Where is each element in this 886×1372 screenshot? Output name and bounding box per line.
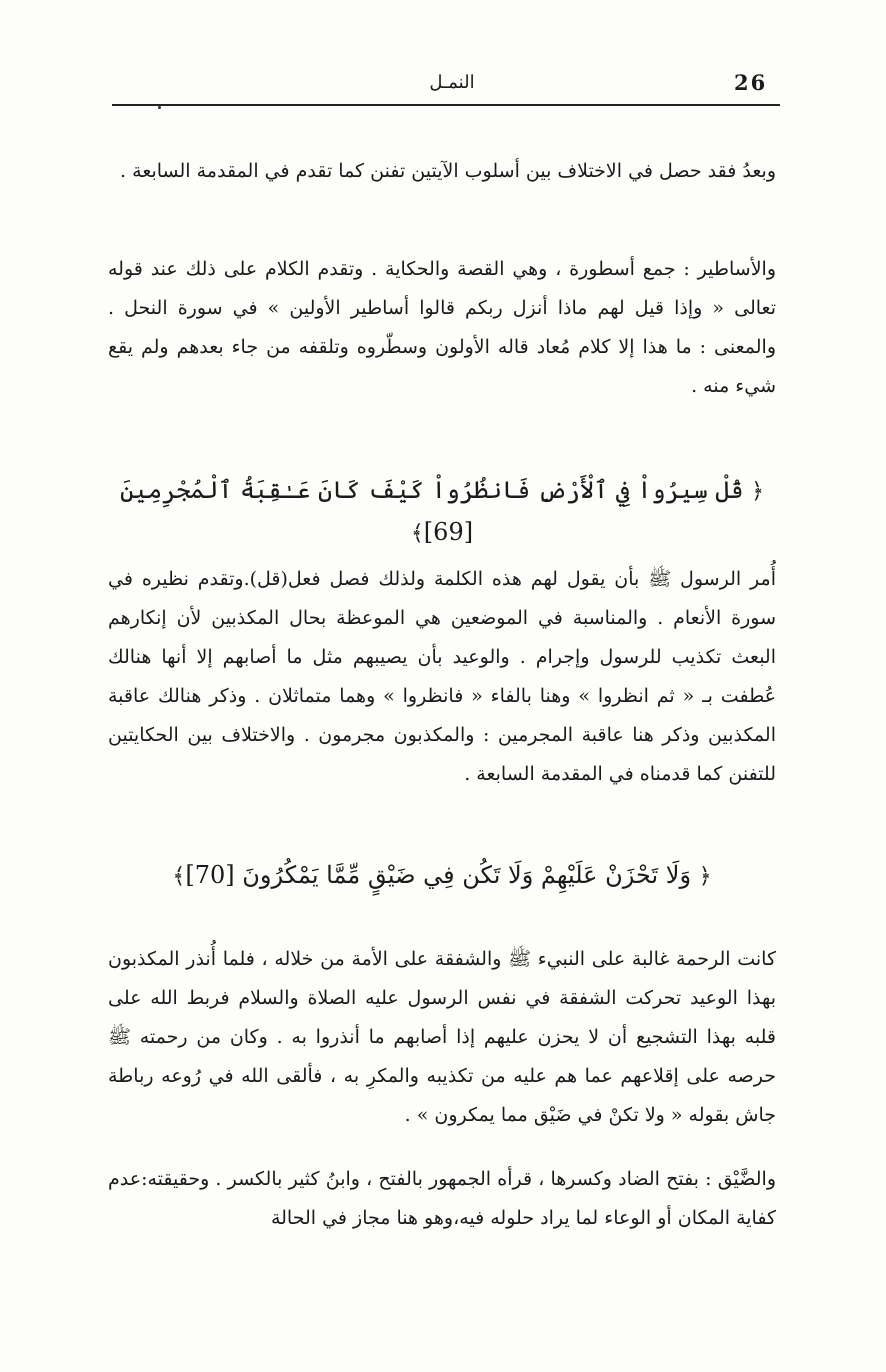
- verse-text: وَلَا تَحْزَنْ عَلَيْهِمْ وَلَا تَكُن فِي ضَيْقٍ مِّمَّا يَمْكُرُونَ: [242, 861, 692, 889]
- verse-text: قُلْ سِيرُواْ فِي ٱلْأَرْضِ فَانظُرُواْ كَيْفَ كَانَ عَـٰقِبَةُ ٱلْمُجْرِمِينَ: [119, 476, 744, 504]
- paragraph-5: والضَّيْق : بفتح الضاد وكسرها ، قرأه الجمهور بالفتح ، وابنُ كثير بالكسر . وحقيقته:عدم كفاية المكان أو الوعاء لما يراد حلوله فيه،وهو هنا مجاز في الحالة: [108, 1168, 776, 1229]
- verse-open-bracket: ﴿: [751, 479, 765, 504]
- quran-verse-70: [108, 855, 776, 897]
- paragraph-1: وبعدُ فقد حصل في الاختلاف بين أسلوب الآيتين تفنن كما تقدم في المقدمة السابعة .: [120, 160, 776, 182]
- rule-dot: [158, 106, 161, 109]
- verse-number: [70]: [185, 861, 235, 889]
- verse-close-bracket: ﴾: [410, 521, 424, 546]
- running-head: النمـل: [429, 72, 475, 93]
- paragraph-4: كانت الرحمة غالبة على النبيء ﷺ والشفقة على الأمة من خلاله ، فلما أُنذر المكذبون بهذا الوعيد تحركت الشفقة في نفس الرسول عليه الصلاة والسلام فربط الله على قلبه بهذا التشجيع أن لا يحزن عليهم إذا أصابهم ما أنذروا به . وكان من رحمته ﷺ حرصه على إقلاعهم عما هم عليه من تكذيبه والمكرِ به ، فألقى الله في رُوعه رباطة جاش بقوله « ولا تكنْ في ضَيْق مما يمكرون » .: [108, 948, 777, 1126]
- verse-open-bracket: ﴿: [698, 864, 712, 889]
- header-rule: [112, 104, 780, 106]
- quran-verse-69: [108, 470, 776, 554]
- verse-number: [69]: [423, 518, 474, 546]
- page-number: 26: [734, 70, 768, 95]
- paragraph-3: أُمر الرسول ﷺ بأن يقول لهم هذه الكلمة ولذلك فصل فعل(قل).وتقدم نظيره في سورة الأنعام . والمناسبة في الموضعين هي الموعظة بحال المكذبين لأن إنكارهم البعث تكذيب للرسول وإجرام . والوعيد بأن يصيبهم مثل ما أصابهم إلا أنها هنالك عُطفت بـ « ثم انظروا » وهنا بالفاء « فانظروا » وهما متماثلان . وذكر هنالك عاقبة المكذبين وذكر هنا عاقبة المجرمين : والمكذبون مجرمون . والاختلاف بين الحكايتين للتفنن كما قدمناه في المقدمة السابعة .: [108, 568, 776, 785]
- paragraph-2: والأساطير : جمع أسطورة ، وهي القصة والحكاية . وتقدم الكلام على ذلك عند قوله تعالى « وإذا قيل لهم ماذا أنزل ربكم قالوا أساطير الأولين » في سورة النحل . والمعنى : ما هذا إلا كلام مُعاد قاله الأولون وسطّروه وتلقفه من جاء بعدهم ولم يقع شيء منه .: [108, 258, 776, 397]
- page-header: [112, 66, 780, 106]
- verse-close-bracket: ﴾: [172, 864, 186, 889]
